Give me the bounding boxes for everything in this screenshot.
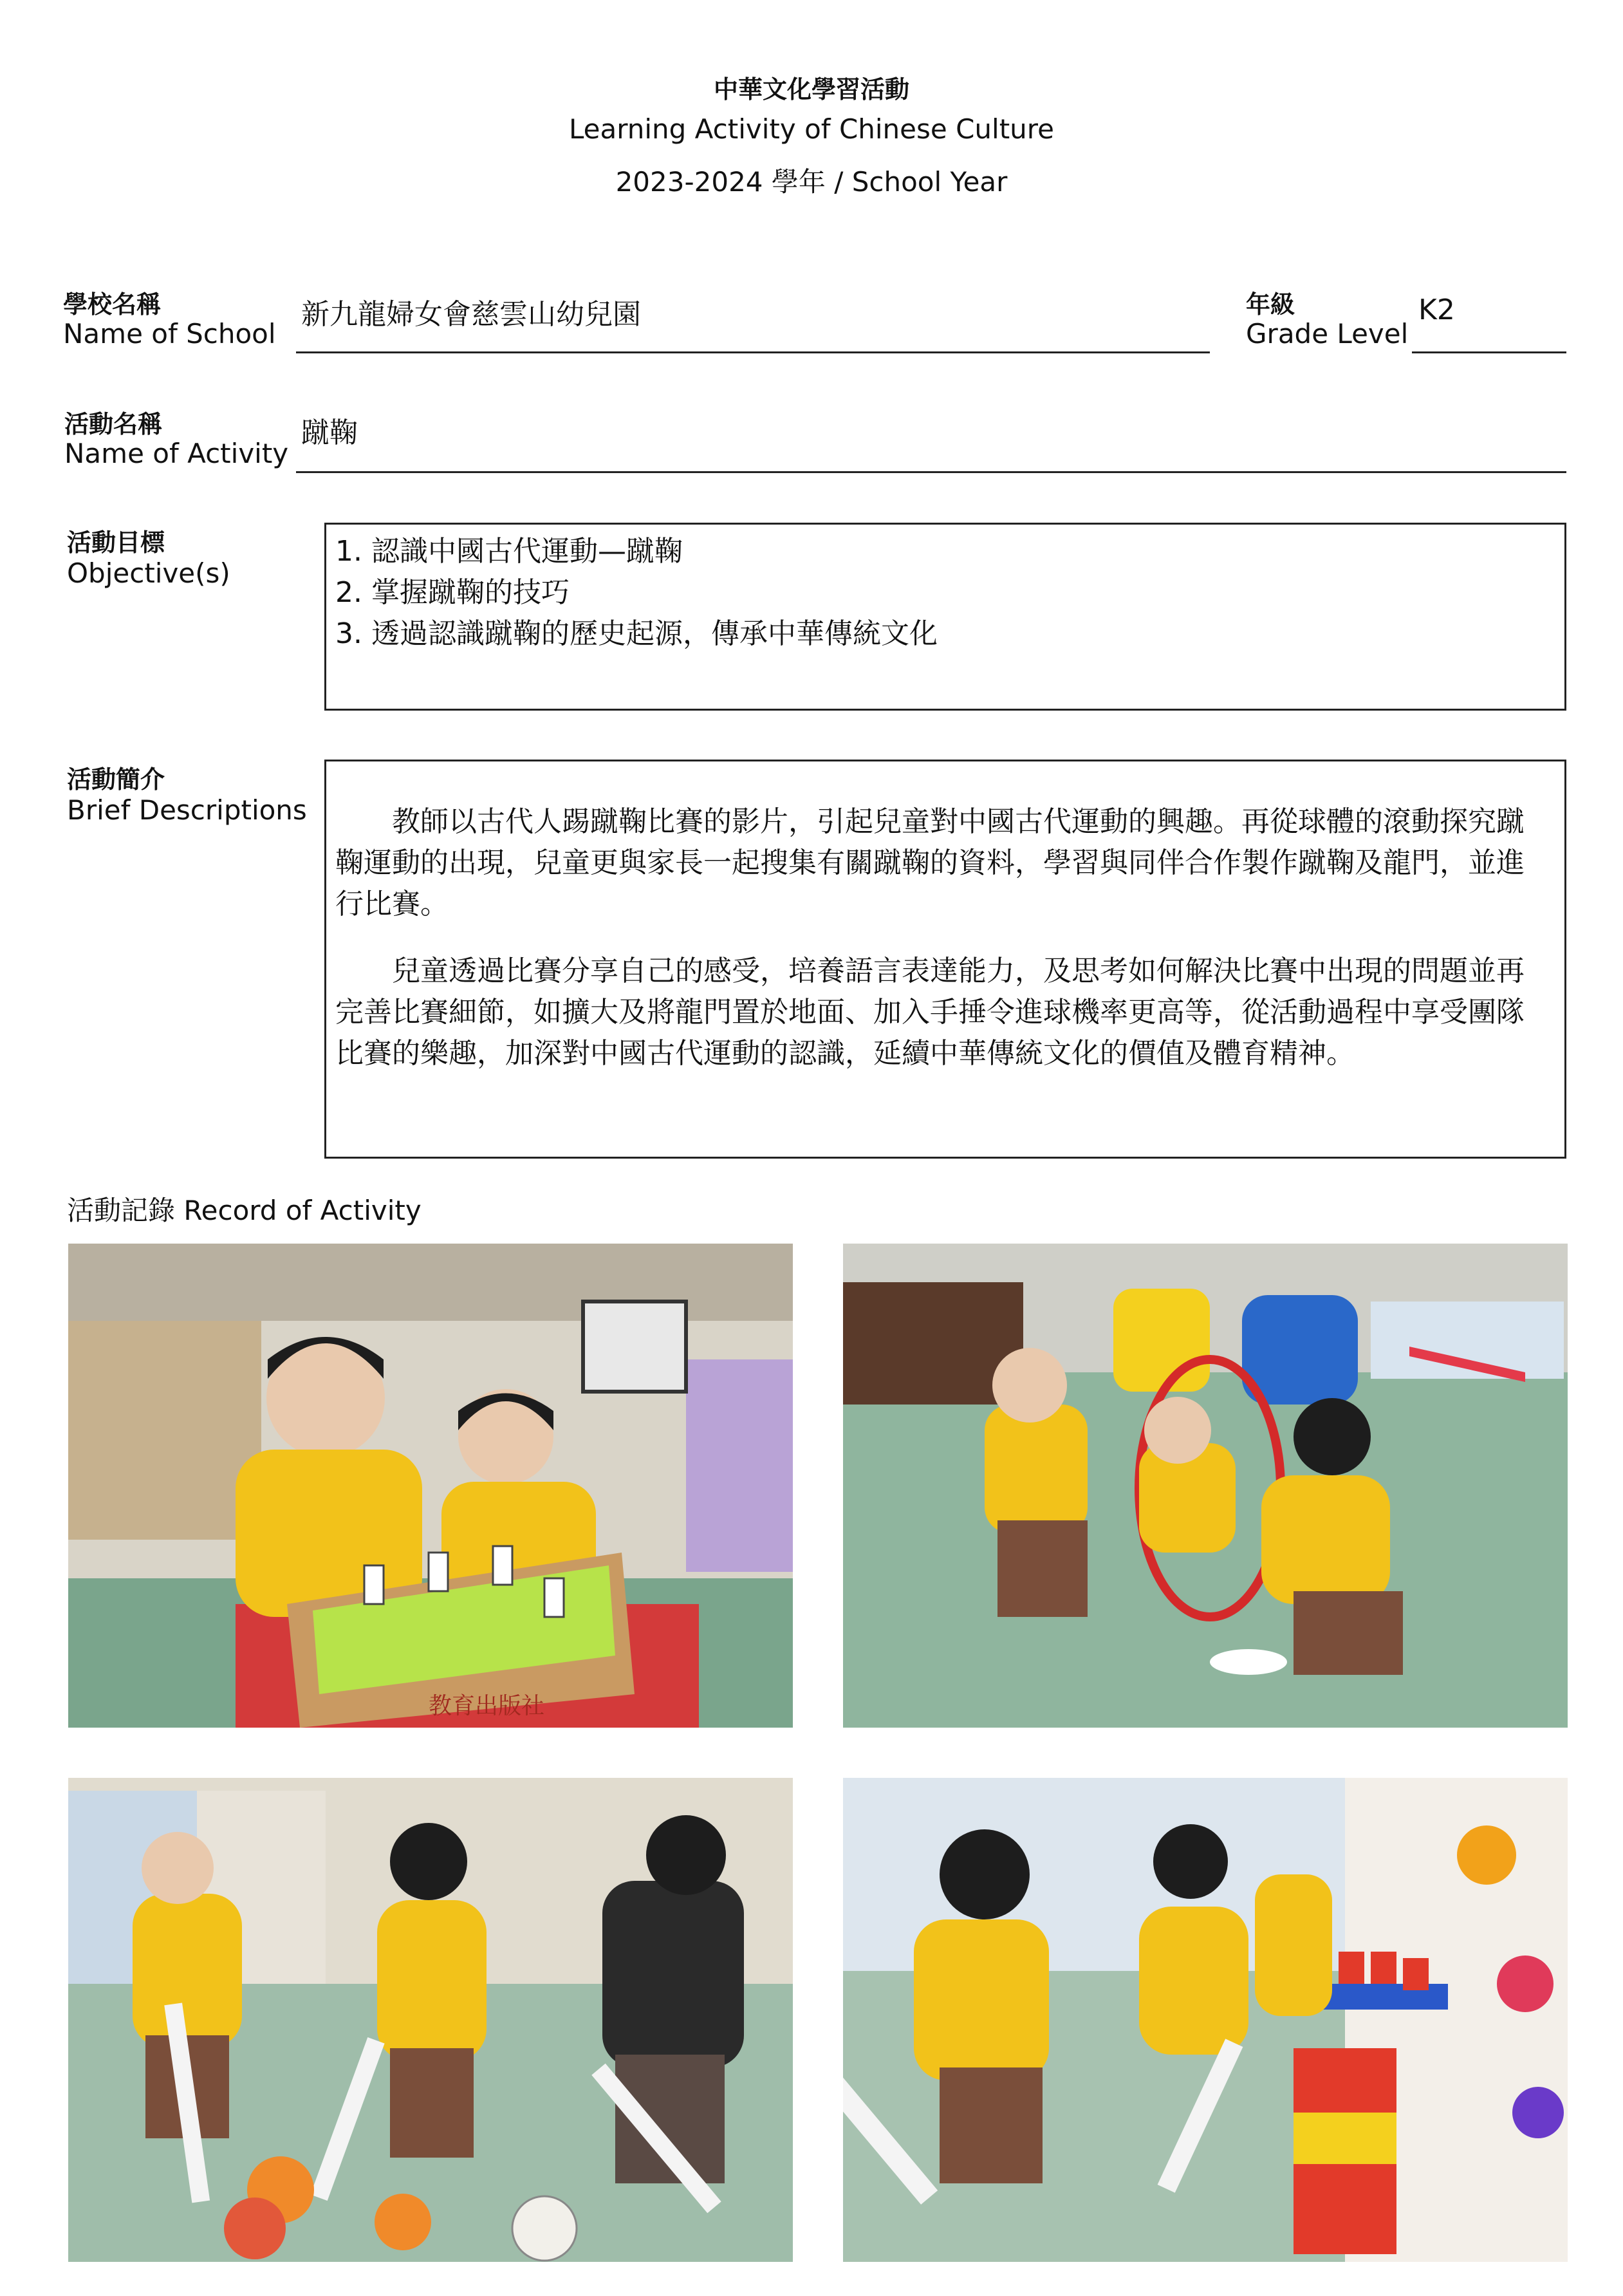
grade-underline: [1412, 351, 1566, 353]
activity-label-zh: 活動名稱: [64, 410, 163, 438]
school-underline: [296, 351, 1210, 353]
description-label-en: Brief Descriptions: [67, 794, 307, 826]
grade-label-zh: 年級: [1246, 290, 1295, 319]
header-title-en: Learning Activity of Chinese Culture: [569, 113, 1054, 145]
photo-1-scene: [68, 1244, 793, 1728]
objectives-box: [324, 523, 1566, 711]
activity-label-en: Name of Activity: [64, 438, 289, 469]
header-title-zh: 中華文化學習活動: [713, 75, 909, 104]
objective-item: 2. 掌握蹴鞠的技巧: [335, 576, 570, 609]
objectives-label-zh: 活動目標: [67, 528, 165, 557]
grade-value: K2: [1418, 294, 1455, 326]
objectives-label-en: Objective(s): [67, 557, 230, 589]
description-box: [324, 760, 1566, 1159]
photo-3-scene: [68, 1778, 793, 2262]
record-label: 活動記錄 Record of Activity: [67, 1195, 422, 1226]
objective-item: 3. 透過認識蹴鞠的歷史起源，傳承中華傳統文化: [335, 617, 938, 650]
school-label-en: Name of School: [63, 318, 276, 350]
photo-4-scene: [843, 1778, 1568, 2262]
school-label-zh: 學校名稱: [63, 290, 162, 319]
activity-photo-4: [843, 1778, 1568, 2262]
activity-photo-2: [843, 1244, 1568, 1728]
photo-2-scene: [843, 1244, 1568, 1728]
school-value: 新九龍婦女會慈雲山幼兒園: [301, 298, 641, 331]
objective-item: 1. 認識中國古代運動—蹴鞠: [335, 535, 683, 568]
photo-1-box-text: 教育出版社: [429, 1692, 545, 1719]
activity-underline: [296, 471, 1566, 473]
description-paragraph: 教師以古代人踢蹴鞠比賽的影片，引起兒童對中國古代運動的興趣。再從球體的滾動探究蹴鞠運動的出現，兒童更與家長一起搜集有關蹴鞠的資料，學習與同伴合作製作蹴鞠及龍門，並進行比賽。: [335, 805, 1525, 920]
activity-photo-3: [68, 1778, 793, 2262]
header-school-year: 2023-2024 學年 / School Year: [615, 166, 1008, 198]
activity-value: 蹴鞠: [301, 416, 358, 449]
description-label-zh: 活動簡介: [67, 765, 165, 794]
activity-photo-1: [68, 1244, 793, 1728]
description-paragraph: 兒童透過比賽分享自己的感受，培養語言表達能力，及思考如何解決比賽中出現的問題並再完善比賽細節，如擴大及將龍門置於地面、加入手捶令進球機率更高等，從活動過程中享受團隊比賽的樂趣，加深對中國古代運動的認識，延續中華傳統文化的價值及體育精神。: [335, 955, 1525, 1070]
grade-label-en: Grade Level: [1246, 318, 1409, 350]
